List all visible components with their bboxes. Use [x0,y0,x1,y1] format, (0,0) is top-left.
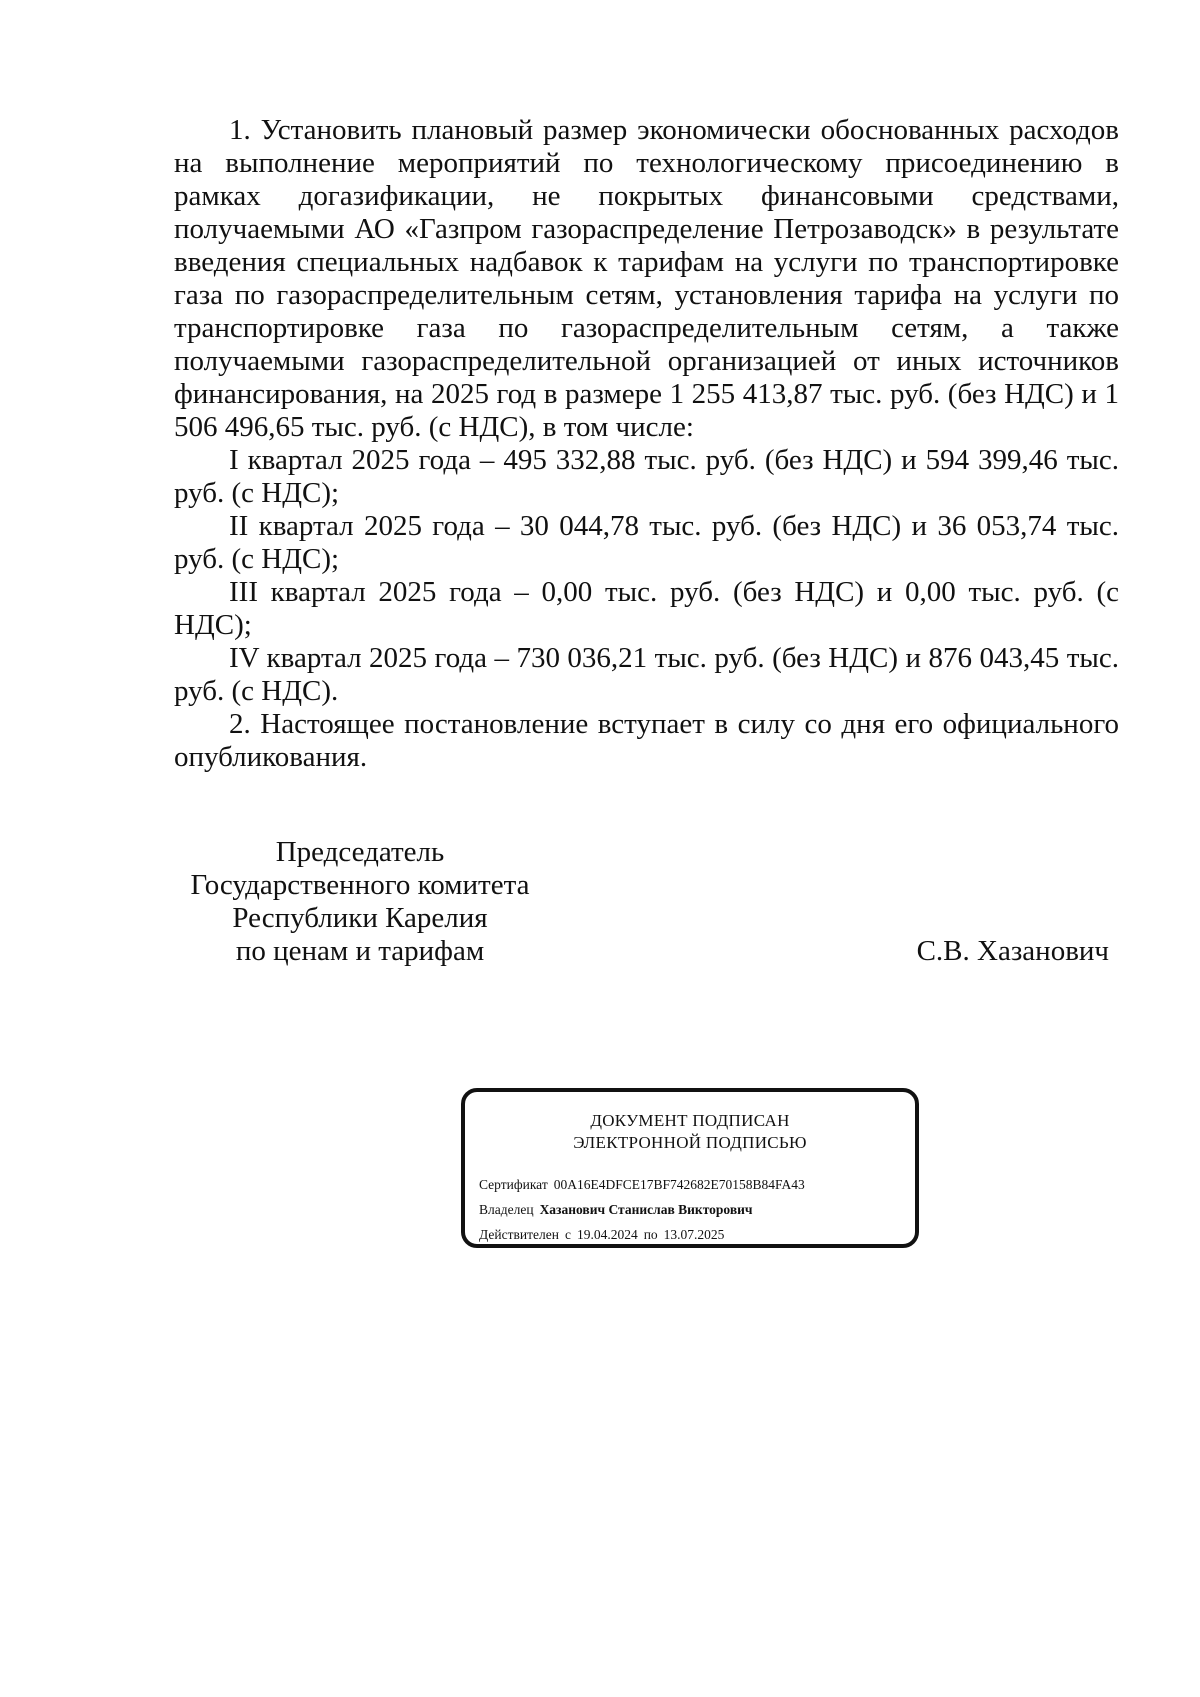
stamp-header-line-1: ДОКУМЕНТ ПОДПИСАН [590,1111,790,1130]
clause-2-text: 2. Настоящее постановление вступает в силу со дня его официального опубликования. [174,708,1119,773]
validity-from-date: 19.04.2024 [576,1227,638,1242]
clause-1-text: 1. Установить плановый размер экономически обоснованных расходов на выполнение мероприятий по технологическому присоединению в рамках догазификации, не покрытых финансовыми средствами, получаемыми АО «Газпром газораспределение Петрозаводск» в результате введения специальных надбавок к тарифам на услуги по транспортировке газа по газораспределительным сетям, установления тарифа на услуги по транспортировке газа по газораспределительным сетям, а также получаемыми газораспределительной организацией от иных источников финансирования, на 2025 год в размере 1 255 413,87 тыс. руб. (без НДС) и 1 506 496,65 тыс. руб. (с НДС), в том числе: [174,114,1119,443]
stamp-owner-line [479,1197,805,1222]
signature-block [174,836,1119,976]
signer-position-line: Государственного комитета [190,869,530,901]
stamp-header [465,1110,915,1154]
certificate-value: 00A16E4DFCE17BF742682E70158B84FA43 [553,1177,805,1192]
quarter-2-line: II квартал 2025 года – 30 044,78 тыс. руб. (без НДС) и 36 053,74 тыс. руб. (с НДС); [174,510,1119,575]
validity-to-date: 13.07.2025 [663,1227,725,1242]
owner-label: Владелец [479,1202,534,1217]
stamp-validity-line [479,1222,805,1247]
document-body [174,114,1119,774]
validity-to-prefix: по [643,1227,658,1242]
validity-from-prefix: с [564,1227,571,1242]
stamp-details [479,1172,805,1247]
signer-position-line: Председатель [275,836,445,868]
signer-position [174,836,546,968]
validity-label: Действителен [479,1227,559,1242]
signer-position-line: Республики Карелия [232,902,488,934]
signer-position-line: по ценам и тарифам [235,935,485,967]
owner-value: Хазанович Станислав Викторович [539,1202,753,1217]
stamp-header-line-2: ЭЛЕКТРОННОЙ ПОДПИСЬЮ [573,1133,807,1152]
signer-name: С.В. Хазанович [916,935,1109,967]
quarter-1-line: I квартал 2025 года – 495 332,88 тыс. руб. (без НДС) и 594 399,46 тыс. руб. (с НДС); [174,444,1119,509]
certificate-label: Сертификат [479,1177,548,1192]
quarter-breakdown [174,444,1119,708]
quarter-4-line: IV квартал 2025 года – 730 036,21 тыс. руб. (без НДС) и 876 043,45 тыс. руб. (с НДС). [174,642,1119,707]
electronic-signature-stamp [461,1088,919,1248]
stamp-certificate-line [479,1172,805,1197]
quarter-3-line: III квартал 2025 года – 0,00 тыс. руб. (без НДС) и 0,00 тыс. руб. (с НДС); [174,576,1119,641]
